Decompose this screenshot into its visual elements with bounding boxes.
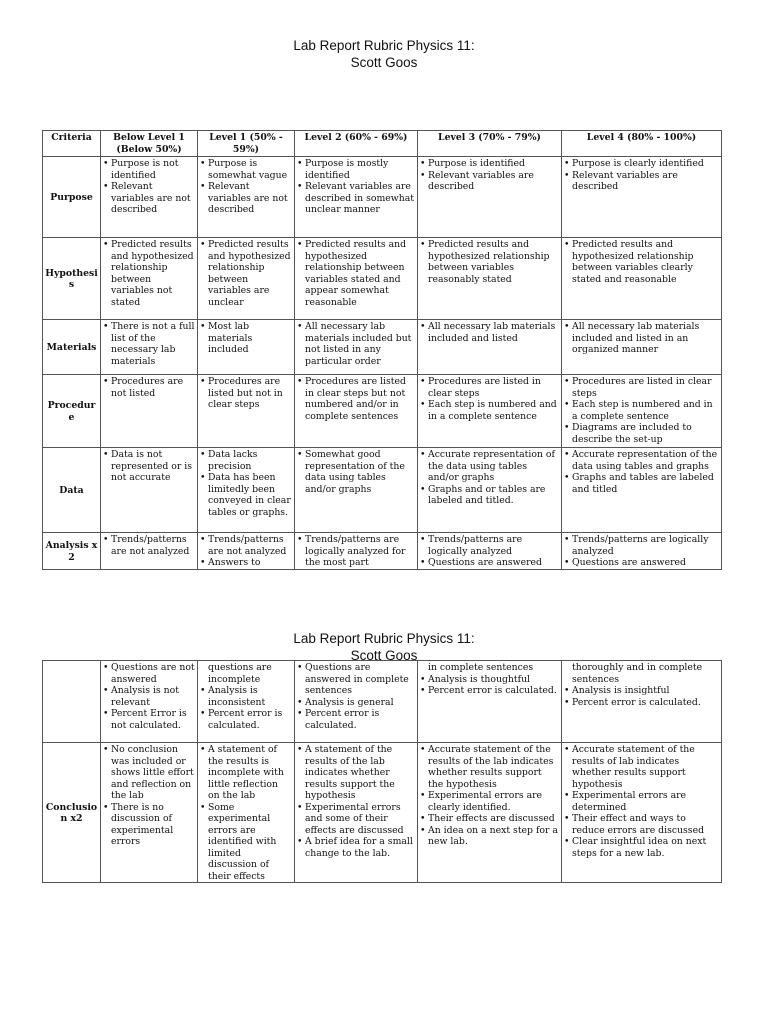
criteria-item: • Data is not represented or is not accurate <box>103 449 195 484</box>
criteria-list <box>103 158 195 216</box>
criteria-item: • A brief idea for a small change to the lab. <box>297 836 415 859</box>
criteria-item: • Procedures are listed in clear steps <box>564 376 719 399</box>
criteria-list <box>103 239 195 308</box>
level-cell <box>295 533 418 570</box>
criteria-item: • Analysis is inconsistent <box>200 685 292 708</box>
criteria-cell: Materials <box>43 320 101 375</box>
criteria-cell: Data <box>43 448 101 533</box>
criteria-item: • Predicted results and hypothesized relationship between variables reasonably stated <box>420 239 559 285</box>
criteria-list <box>200 534 292 569</box>
level-cell <box>295 320 418 375</box>
criteria-item: • All necessary lab materials included and listed in an organized manner <box>564 321 719 356</box>
criteria-item: • Clear insightful idea on next steps for a new lab. <box>564 836 719 859</box>
criteria-item: • Trends/patterns are not analyzed <box>200 534 292 557</box>
criteria-item: • Analysis is general <box>297 697 415 709</box>
criteria-item: • Accurate statement of the results of the lab indicates whether results support the hypothesis <box>420 744 559 790</box>
header-criteria: Criteria <box>43 131 101 157</box>
level-cell <box>101 238 198 320</box>
criteria-list <box>564 449 719 495</box>
criteria-item: • A statement of the results is incomplete with little reflection on the lab <box>200 744 292 802</box>
header-level-2: Level 2 (60% - 69%) <box>295 131 418 157</box>
criteria-item: • There is no discussion of experimental errors <box>103 802 195 848</box>
criteria-list <box>200 376 292 411</box>
level-cell <box>418 320 562 375</box>
criteria-list <box>564 662 719 708</box>
criteria-list <box>103 449 195 484</box>
criteria-item: • Questions are answered <box>564 557 719 569</box>
level-cell <box>198 157 295 238</box>
criteria-item: • There is not a full list of the necessary lab materials <box>103 321 195 367</box>
level-cell <box>295 661 418 743</box>
level-cell <box>198 661 295 743</box>
criteria-item: • Predicted results and hypothesized relationship between variables not stated <box>103 239 195 308</box>
rubric-row <box>43 533 722 570</box>
criteria-item: • Most lab materials included <box>200 321 292 356</box>
criteria-item: in complete sentences <box>428 662 534 673</box>
criteria-item: • Procedures are listed but not in clear steps <box>200 376 292 411</box>
criteria-item: • Procedures are listed in clear steps but not numbered and/or in complete sentences <box>297 376 415 422</box>
criteria-item: • Experimental errors and some of their effects are discussed <box>297 802 415 837</box>
criteria-cell: Analysis x2 <box>43 533 101 570</box>
criteria-list <box>200 158 292 216</box>
level-cell <box>562 375 722 448</box>
criteria-list <box>420 376 559 422</box>
criteria-item: • An idea on a next step for a new lab. <box>420 825 559 848</box>
page-title-2 <box>0 630 768 664</box>
criteria-item: questions are incomplete <box>208 662 272 685</box>
level-cell <box>418 157 562 238</box>
level-cell <box>418 448 562 533</box>
header-level-1: Level 1 (50% - 59%) <box>198 131 295 157</box>
page-title-1 <box>0 37 768 71</box>
criteria-item: • Somewhat good representation of the data using tables and/or graphs <box>297 449 415 495</box>
criteria-item: • Relevant variables are described <box>420 170 559 193</box>
criteria-item: • Analysis is thoughtful <box>420 674 559 686</box>
rubric-row <box>43 238 722 320</box>
criteria-item: • Data lacks precision <box>200 449 292 472</box>
level-cell <box>198 533 295 570</box>
level-cell <box>295 743 418 883</box>
criteria-item: • Predicted results and hypothesized relationship between variables are unclear <box>200 239 292 308</box>
rubric-table-page-1 <box>42 130 722 570</box>
criteria-list <box>200 239 292 308</box>
criteria-item: • Relevant variables are described in somewhat unclear manner <box>297 181 415 216</box>
criteria-cell: Procedure <box>43 375 101 448</box>
level-cell <box>101 320 198 375</box>
criteria-item: • Questions are not answered <box>103 662 195 685</box>
criteria-item: • Each step is numbered and in a complete sentence <box>564 399 719 422</box>
level-cell <box>562 661 722 743</box>
criteria-item: • Trends/patterns are not analyzed <box>103 534 195 557</box>
criteria-list <box>297 376 415 422</box>
criteria-item: • Predicted results and hypothesized relationship between variables stated and appear somewhat reasonable <box>297 239 415 308</box>
rubric-row <box>43 320 722 375</box>
criteria-list <box>297 449 415 495</box>
criteria-cell: Hypothesis <box>43 238 101 320</box>
title-line-1: Lab Report Rubric Physics 11: <box>293 38 475 53</box>
criteria-list <box>297 321 415 367</box>
level-cell <box>418 375 562 448</box>
criteria-item: • All necessary lab materials included but not listed in any particular order <box>297 321 415 367</box>
criteria-list <box>103 534 195 557</box>
header-level-4: Level 4 (80% - 100%) <box>562 131 722 157</box>
rubric-table-page-2 <box>42 660 722 883</box>
level-cell <box>418 533 562 570</box>
criteria-item: • Procedures are listed in clear steps <box>420 376 559 399</box>
level-cell <box>101 661 198 743</box>
criteria-list <box>564 239 719 285</box>
level-cell <box>198 448 295 533</box>
rubric-row <box>43 157 722 238</box>
criteria-item: • Percent error is calculated. <box>564 697 719 709</box>
criteria-list <box>564 744 719 859</box>
criteria-item: • Relevant variables are not described <box>200 181 292 216</box>
criteria-item: • Accurate representation of the data using tables and/or graphs <box>420 449 559 484</box>
title-line-2: Scott Goos <box>350 648 418 663</box>
criteria-item: • Percent error is calculated. <box>200 708 292 731</box>
criteria-list <box>420 239 559 285</box>
criteria-list <box>297 534 415 569</box>
criteria-item: • Purpose is not identified <box>103 158 195 181</box>
level-cell <box>562 157 722 238</box>
criteria-item: • Trends/patterns are logically analyzed <box>420 534 559 557</box>
title-line-2: Scott Goos <box>350 55 418 70</box>
level-cell <box>198 238 295 320</box>
level-cell <box>295 448 418 533</box>
criteria-item: • Experimental errors are determined <box>564 790 719 813</box>
criteria-item: • Purpose is identified <box>420 158 559 170</box>
criteria-list <box>103 744 195 848</box>
criteria-item: • Analysis is not relevant <box>103 685 195 708</box>
criteria-item: • A statement of the results of the lab indicates whether results support the hypothesis <box>297 744 415 802</box>
criteria-list <box>200 321 292 356</box>
criteria-list <box>297 158 415 216</box>
criteria-list <box>103 321 195 367</box>
criteria-item: • Data has been limitedly been conveyed in clear tables or graphs. <box>200 472 292 518</box>
criteria-item: • Accurate representation of the data using tables and graphs <box>564 449 719 472</box>
criteria-list <box>564 158 719 193</box>
criteria-item: • Trends/patterns are logically analyzed for the most part <box>297 534 415 569</box>
level-cell <box>418 238 562 320</box>
criteria-item: • Analysis is insightful <box>564 685 719 697</box>
criteria-item: • Diagrams are included to describe the set-up <box>564 422 719 445</box>
level-cell <box>418 661 562 743</box>
criteria-list <box>200 662 292 731</box>
level-cell <box>101 157 198 238</box>
criteria-item: • Percent Error is not calculated. <box>103 708 195 731</box>
criteria-list <box>420 744 559 848</box>
criteria-cell: Purpose <box>43 157 101 238</box>
criteria-item: • Procedures are not listed <box>103 376 195 399</box>
criteria-cell: Conclusion x2 <box>43 743 101 883</box>
criteria-list <box>420 662 559 697</box>
criteria-item: • Relevant variables are described <box>564 170 719 193</box>
criteria-item: • Percent error is calculated. <box>297 708 415 731</box>
level-cell <box>295 375 418 448</box>
criteria-item: • Relevant variables are not described <box>103 181 195 216</box>
criteria-item: • Graphs and or tables are labeled and titled. <box>420 484 559 507</box>
rubric-row <box>43 375 722 448</box>
criteria-item: • Percent error is calculated. <box>420 685 559 697</box>
criteria-item: • Questions are answered in complete sentences <box>297 662 415 697</box>
criteria-list <box>297 744 415 859</box>
criteria-list <box>420 158 559 193</box>
criteria-item: • Purpose is clearly identified <box>564 158 719 170</box>
level-cell <box>198 743 295 883</box>
level-cell <box>101 743 198 883</box>
criteria-item: • Some experimental errors are identified with limited discussion of their effects <box>200 802 292 883</box>
level-cell <box>562 743 722 883</box>
criteria-list <box>420 321 559 344</box>
rubric-row <box>43 743 722 883</box>
level-cell <box>562 533 722 570</box>
criteria-list <box>564 534 719 569</box>
criteria-item: • No conclusion was included or shows little effort and reflection on the lab <box>103 744 195 802</box>
level-cell <box>198 320 295 375</box>
criteria-item: • Purpose is mostly identified <box>297 158 415 181</box>
header-below-level-1: Below Level 1 (Below 50%) <box>101 131 198 157</box>
criteria-list <box>103 376 195 399</box>
criteria-list <box>200 744 292 882</box>
criteria-cell <box>43 661 101 743</box>
criteria-item: • Answers to <box>200 557 292 569</box>
criteria-item: • Questions are answered <box>420 557 559 569</box>
criteria-list <box>103 662 195 731</box>
criteria-list <box>297 662 415 731</box>
level-cell <box>562 320 722 375</box>
header-row <box>43 131 722 157</box>
criteria-item: • Accurate statement of the results of lab indicates whether results support hypothesis <box>564 744 719 790</box>
criteria-list <box>564 321 719 356</box>
criteria-item: • Trends/patterns are logically analyzed <box>564 534 719 557</box>
rubric-row <box>43 448 722 533</box>
level-cell <box>198 375 295 448</box>
criteria-item: • Experimental errors are clearly identified. <box>420 790 559 813</box>
level-cell <box>562 238 722 320</box>
criteria-item: • Purpose is somewhat vague <box>200 158 292 181</box>
criteria-item: • All necessary lab materials included and listed <box>420 321 559 344</box>
criteria-item: • Predicted results and hypothesized relationship between variables clearly stated and reasonable <box>564 239 719 285</box>
criteria-list <box>420 534 559 569</box>
title-line-1: Lab Report Rubric Physics 11: <box>293 631 475 646</box>
level-cell <box>418 743 562 883</box>
criteria-list <box>297 239 415 308</box>
rubric-row <box>43 661 722 743</box>
level-cell <box>101 375 198 448</box>
level-cell <box>562 448 722 533</box>
level-cell <box>101 448 198 533</box>
criteria-item: • Each step is numbered and in a complete sentence <box>420 399 559 422</box>
header-level-3: Level 3 (70% - 79%) <box>418 131 562 157</box>
criteria-item: thoroughly and in complete sentences <box>572 662 703 685</box>
level-cell <box>295 157 418 238</box>
criteria-list <box>420 449 559 507</box>
criteria-item: • Their effects are discussed <box>420 813 559 825</box>
level-cell <box>101 533 198 570</box>
criteria-item: • Graphs and tables are labeled and titled <box>564 472 719 495</box>
level-cell <box>295 238 418 320</box>
criteria-list <box>200 449 292 518</box>
criteria-item: • Their effect and ways to reduce errors are discussed <box>564 813 719 836</box>
criteria-list <box>564 376 719 445</box>
